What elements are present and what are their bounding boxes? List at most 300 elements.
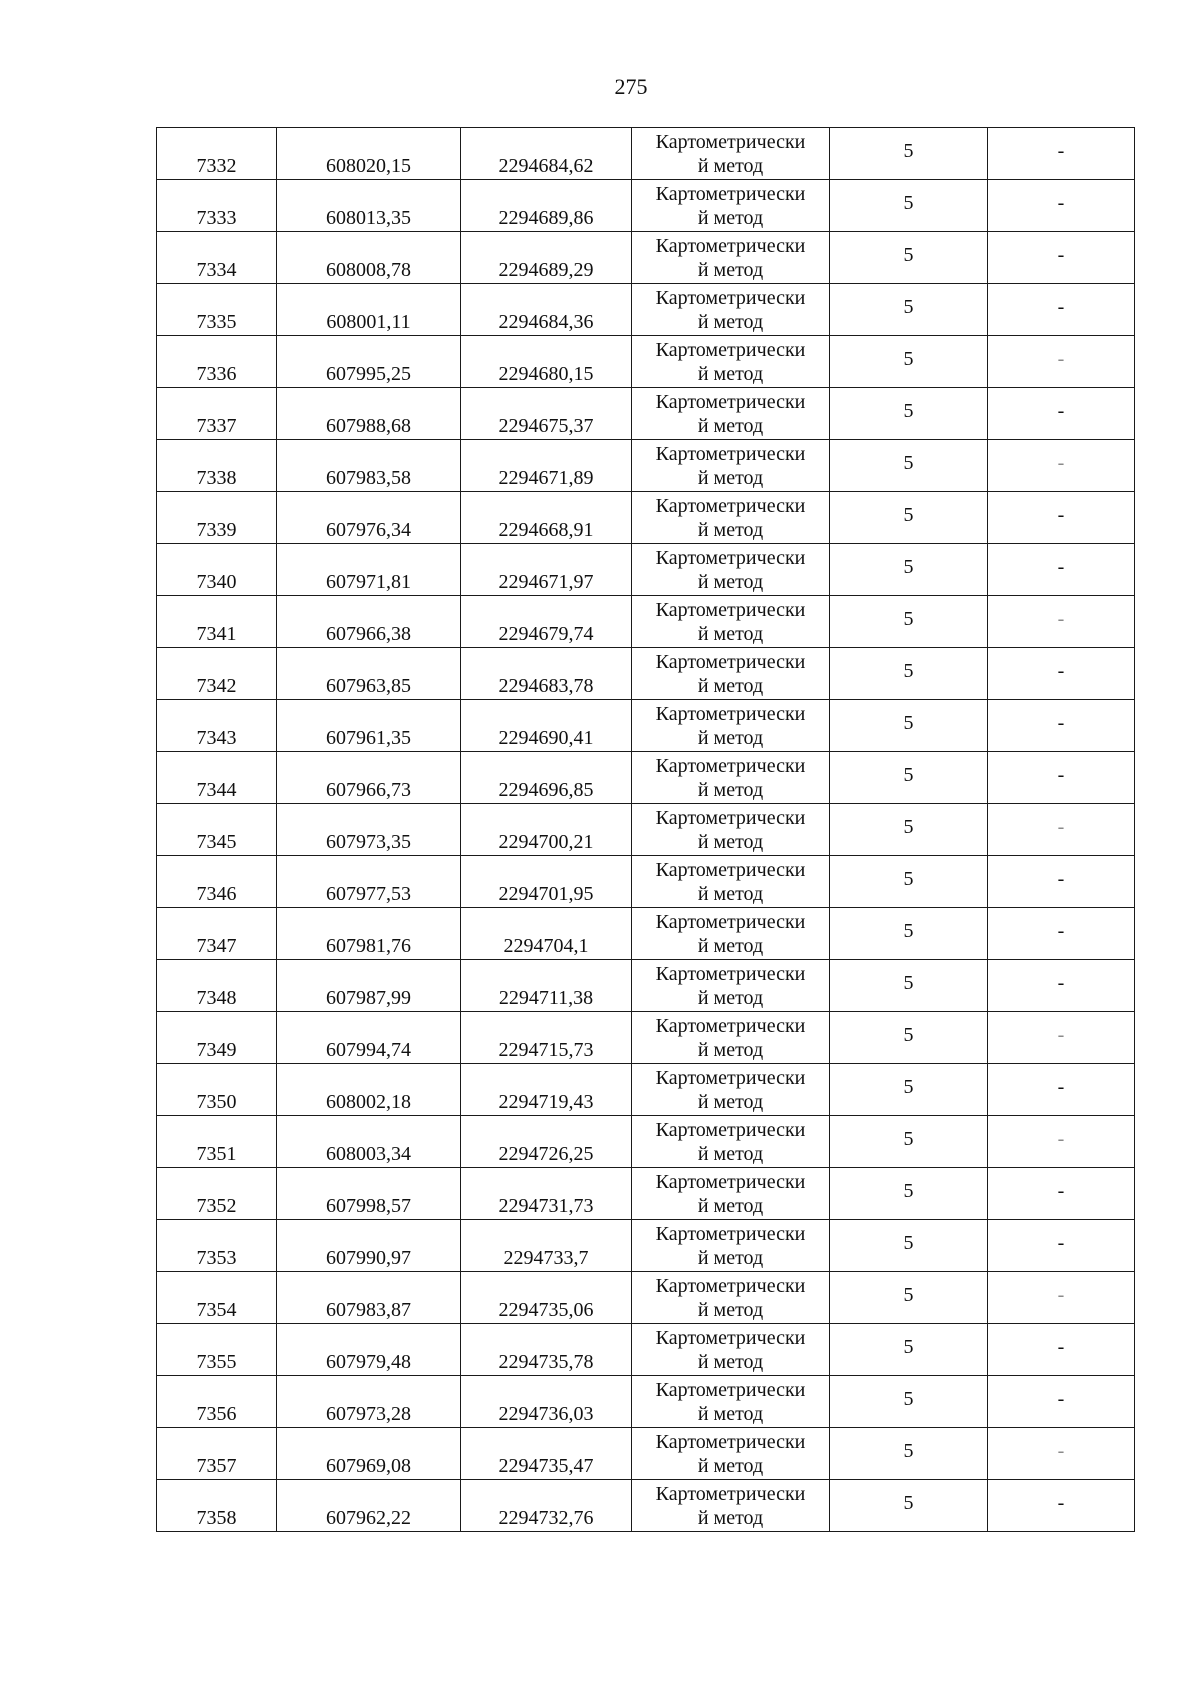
note-value: - bbox=[1057, 1387, 1065, 1410]
y-coordinate: 2294671,89 bbox=[498, 467, 594, 489]
method-text-line1: Картометрически bbox=[655, 1274, 806, 1297]
method-text-line1: Картометрически bbox=[655, 130, 806, 153]
y-coordinate-cell bbox=[461, 388, 632, 440]
point-number-cell bbox=[157, 1012, 277, 1064]
x-coordinate: 607998,57 bbox=[326, 1195, 411, 1217]
method-text-line1: Картометрически bbox=[655, 806, 806, 829]
point-number: 7357 bbox=[196, 1455, 237, 1477]
y-coordinate: 2294735,47 bbox=[498, 1455, 594, 1477]
note-cell bbox=[988, 1480, 1135, 1532]
accuracy-cell bbox=[830, 856, 988, 908]
y-coordinate: 2294701,95 bbox=[498, 883, 594, 905]
point-number: 7337 bbox=[196, 415, 237, 437]
point-number-cell bbox=[157, 128, 277, 180]
note-cell bbox=[988, 960, 1135, 1012]
point-number: 7343 bbox=[196, 727, 237, 749]
y-coordinate: 2294684,62 bbox=[498, 155, 594, 177]
x-coordinate: 607979,48 bbox=[326, 1351, 411, 1373]
accuracy-value: 5 bbox=[903, 1023, 914, 1046]
method-text-line2: й метод bbox=[697, 1246, 764, 1269]
point-number-cell bbox=[157, 492, 277, 544]
method-cell bbox=[632, 856, 830, 908]
x-coordinate-cell bbox=[277, 1272, 461, 1324]
x-coordinate: 607969,08 bbox=[326, 1455, 411, 1477]
y-coordinate: 2294668,91 bbox=[498, 519, 594, 541]
note-value: - bbox=[1057, 607, 1065, 630]
x-coordinate: 607971,81 bbox=[326, 571, 411, 593]
point-number: 7355 bbox=[196, 1351, 237, 1373]
accuracy-cell bbox=[830, 700, 988, 752]
x-coordinate-cell bbox=[277, 492, 461, 544]
note-cell bbox=[988, 284, 1135, 336]
accuracy-value: 5 bbox=[903, 659, 914, 682]
y-coordinate-cell bbox=[461, 128, 632, 180]
method-text-line1: Картометрически bbox=[655, 1430, 806, 1453]
note-value: - bbox=[1057, 971, 1065, 994]
table-row bbox=[157, 1168, 1135, 1220]
note-value: - bbox=[1057, 1491, 1065, 1514]
note-value: - bbox=[1057, 867, 1065, 890]
method-text-line1: Картометрически bbox=[655, 1326, 806, 1349]
method-cell bbox=[632, 1012, 830, 1064]
method-text-line1: Картометрически bbox=[655, 442, 806, 465]
point-number-cell bbox=[157, 960, 277, 1012]
point-number: 7347 bbox=[196, 935, 237, 957]
accuracy-value: 5 bbox=[903, 1231, 914, 1254]
page-number: 275 bbox=[614, 74, 648, 99]
point-number-cell bbox=[157, 1272, 277, 1324]
accuracy-cell bbox=[830, 1272, 988, 1324]
x-coordinate: 607962,22 bbox=[326, 1507, 411, 1529]
accuracy-cell bbox=[830, 752, 988, 804]
point-number-cell bbox=[157, 1116, 277, 1168]
y-coordinate-cell bbox=[461, 232, 632, 284]
x-coordinate: 607973,35 bbox=[326, 831, 411, 853]
accuracy-value: 5 bbox=[903, 191, 914, 214]
method-text-line2: й метод bbox=[697, 1298, 764, 1321]
note-cell bbox=[988, 180, 1135, 232]
point-number-cell bbox=[157, 1480, 277, 1532]
method-cell bbox=[632, 1480, 830, 1532]
note-cell bbox=[988, 492, 1135, 544]
table-row bbox=[157, 752, 1135, 804]
note-cell bbox=[988, 752, 1135, 804]
note-value: - bbox=[1057, 139, 1065, 162]
point-number-cell bbox=[157, 596, 277, 648]
point-number: 7350 bbox=[196, 1091, 237, 1113]
note-cell bbox=[988, 128, 1135, 180]
method-cell bbox=[632, 492, 830, 544]
method-cell bbox=[632, 232, 830, 284]
table-row bbox=[157, 492, 1135, 544]
note-cell bbox=[988, 856, 1135, 908]
method-text-line2: й метод bbox=[697, 726, 764, 749]
note-cell bbox=[988, 648, 1135, 700]
method-text-line2: й метод bbox=[697, 206, 764, 229]
y-coordinate-cell bbox=[461, 180, 632, 232]
note-cell bbox=[988, 1376, 1135, 1428]
method-cell bbox=[632, 440, 830, 492]
method-text-line2: й метод bbox=[697, 518, 764, 541]
method-text-line1: Картометрически bbox=[655, 182, 806, 205]
point-number-cell bbox=[157, 284, 277, 336]
accuracy-value: 5 bbox=[903, 399, 914, 422]
table-row bbox=[157, 1324, 1135, 1376]
x-coordinate: 608001,11 bbox=[326, 311, 411, 333]
point-number-cell bbox=[157, 1220, 277, 1272]
method-text-line1: Картометрически bbox=[655, 1118, 806, 1141]
x-coordinate: 608002,18 bbox=[326, 1091, 411, 1113]
accuracy-cell bbox=[830, 492, 988, 544]
method-text-line1: Картометрически bbox=[655, 754, 806, 777]
method-text-line2: й метод bbox=[697, 1506, 764, 1529]
point-number: 7352 bbox=[196, 1195, 237, 1217]
x-coordinate-cell bbox=[277, 1324, 461, 1376]
x-coordinate: 607966,73 bbox=[326, 779, 411, 801]
note-value: - bbox=[1057, 243, 1065, 266]
x-coordinate: 607961,35 bbox=[326, 727, 411, 749]
x-coordinate: 607983,87 bbox=[326, 1299, 411, 1321]
point-number: 7353 bbox=[196, 1247, 237, 1269]
point-number-cell bbox=[157, 752, 277, 804]
x-coordinate-cell bbox=[277, 596, 461, 648]
point-number-cell bbox=[157, 1428, 277, 1480]
table-row bbox=[157, 700, 1135, 752]
method-text-line1: Картометрически bbox=[655, 1066, 806, 1089]
x-coordinate: 607973,28 bbox=[326, 1403, 411, 1425]
x-coordinate-cell bbox=[277, 960, 461, 1012]
accuracy-cell bbox=[830, 1220, 988, 1272]
coordinates-table bbox=[156, 127, 1135, 1532]
accuracy-cell bbox=[830, 232, 988, 284]
accuracy-value: 5 bbox=[903, 1179, 914, 1202]
accuracy-cell bbox=[830, 440, 988, 492]
x-coordinate: 608003,34 bbox=[326, 1143, 411, 1165]
note-cell bbox=[988, 1116, 1135, 1168]
method-text-line1: Картометрически bbox=[655, 1222, 806, 1245]
table-row bbox=[157, 128, 1135, 180]
note-cell bbox=[988, 700, 1135, 752]
note-cell bbox=[988, 804, 1135, 856]
note-cell bbox=[988, 544, 1135, 596]
note-value: - bbox=[1057, 763, 1065, 786]
y-coordinate: 2294700,21 bbox=[498, 831, 594, 853]
y-coordinate-cell bbox=[461, 1064, 632, 1116]
y-coordinate-cell bbox=[461, 284, 632, 336]
point-number-cell bbox=[157, 440, 277, 492]
x-coordinate-cell bbox=[277, 544, 461, 596]
y-coordinate: 2294684,36 bbox=[498, 311, 594, 333]
method-text-line1: Картометрически bbox=[655, 598, 806, 621]
method-text-line2: й метод bbox=[697, 778, 764, 801]
accuracy-value: 5 bbox=[903, 243, 914, 266]
accuracy-value: 5 bbox=[903, 763, 914, 786]
y-coordinate: 2294732,76 bbox=[498, 1507, 594, 1529]
y-coordinate: 2294735,06 bbox=[498, 1299, 594, 1321]
point-number: 7332 bbox=[196, 155, 237, 177]
table-row bbox=[157, 1428, 1135, 1480]
method-text-line2: й метод bbox=[697, 258, 764, 281]
accuracy-cell bbox=[830, 1064, 988, 1116]
point-number: 7346 bbox=[196, 883, 237, 905]
y-coordinate: 2294689,86 bbox=[498, 207, 594, 229]
method-text-line2: й метод bbox=[697, 570, 764, 593]
x-coordinate: 607963,85 bbox=[326, 675, 411, 697]
y-coordinate: 2294735,78 bbox=[498, 1351, 594, 1373]
method-text-line2: й метод bbox=[697, 1038, 764, 1061]
note-value: - bbox=[1057, 1127, 1065, 1150]
method-text-line1: Картометрически bbox=[655, 858, 806, 881]
method-text-line2: й метод bbox=[697, 1194, 764, 1217]
accuracy-cell bbox=[830, 1168, 988, 1220]
accuracy-cell bbox=[830, 960, 988, 1012]
accuracy-value: 5 bbox=[903, 1127, 914, 1150]
method-text-line2: й метод bbox=[697, 830, 764, 853]
note-value: - bbox=[1057, 191, 1065, 214]
method-cell bbox=[632, 1376, 830, 1428]
method-text-line1: Картометрически bbox=[655, 1378, 806, 1401]
method-cell bbox=[632, 596, 830, 648]
accuracy-value: 5 bbox=[903, 295, 914, 318]
y-coordinate-cell bbox=[461, 1116, 632, 1168]
y-coordinate: 2294715,73 bbox=[498, 1039, 594, 1061]
accuracy-cell bbox=[830, 1012, 988, 1064]
x-coordinate-cell bbox=[277, 1012, 461, 1064]
x-coordinate-cell bbox=[277, 752, 461, 804]
x-coordinate-cell bbox=[277, 856, 461, 908]
table-row bbox=[157, 804, 1135, 856]
accuracy-value: 5 bbox=[903, 711, 914, 734]
point-number: 7335 bbox=[196, 311, 237, 333]
table-row bbox=[157, 1012, 1135, 1064]
table-row bbox=[157, 440, 1135, 492]
table-row bbox=[157, 1376, 1135, 1428]
accuracy-value: 5 bbox=[903, 607, 914, 630]
method-text-line2: й метод bbox=[697, 310, 764, 333]
y-coordinate: 2294711,38 bbox=[498, 987, 594, 1009]
note-value: - bbox=[1057, 399, 1065, 422]
method-text-line1: Картометрически bbox=[655, 546, 806, 569]
method-text-line2: й метод bbox=[697, 414, 764, 437]
point-number: 7358 bbox=[196, 1507, 237, 1529]
method-text-line1: Картометрически bbox=[655, 1482, 806, 1505]
note-cell bbox=[988, 232, 1135, 284]
method-text-line1: Картометрически bbox=[655, 286, 806, 309]
point-number-cell bbox=[157, 1168, 277, 1220]
method-text-line1: Картометрически bbox=[655, 494, 806, 517]
x-coordinate: 607977,53 bbox=[326, 883, 411, 905]
point-number: 7334 bbox=[196, 259, 237, 281]
x-coordinate: 607987,99 bbox=[326, 987, 411, 1009]
method-text-line2: й метод bbox=[697, 934, 764, 957]
note-cell bbox=[988, 336, 1135, 388]
x-coordinate-cell bbox=[277, 804, 461, 856]
coordinates-table-body bbox=[157, 128, 1135, 1532]
point-number: 7348 bbox=[196, 987, 237, 1009]
y-coordinate-cell bbox=[461, 1428, 632, 1480]
x-coordinate-cell bbox=[277, 440, 461, 492]
note-value: - bbox=[1057, 1283, 1065, 1306]
method-text-line2: й метод bbox=[697, 674, 764, 697]
note-value: - bbox=[1057, 659, 1065, 682]
method-text-line2: й метод bbox=[697, 466, 764, 489]
x-coordinate-cell bbox=[277, 180, 461, 232]
method-text-line2: й метод bbox=[697, 986, 764, 1009]
x-coordinate-cell bbox=[277, 1220, 461, 1272]
x-coordinate-cell bbox=[277, 908, 461, 960]
x-coordinate-cell bbox=[277, 128, 461, 180]
note-cell bbox=[988, 1272, 1135, 1324]
x-coordinate-cell bbox=[277, 700, 461, 752]
y-coordinate-cell bbox=[461, 908, 632, 960]
note-cell bbox=[988, 1012, 1135, 1064]
x-coordinate: 608013,35 bbox=[326, 207, 411, 229]
accuracy-cell bbox=[830, 804, 988, 856]
point-number-cell bbox=[157, 544, 277, 596]
method-cell bbox=[632, 804, 830, 856]
y-coordinate: 2294680,15 bbox=[498, 363, 594, 385]
accuracy-cell bbox=[830, 1376, 988, 1428]
point-number: 7338 bbox=[196, 467, 237, 489]
note-value: - bbox=[1057, 919, 1065, 942]
point-number-cell bbox=[157, 1324, 277, 1376]
method-text-line1: Картометрически bbox=[655, 234, 806, 257]
method-cell bbox=[632, 1064, 830, 1116]
x-coordinate-cell bbox=[277, 1428, 461, 1480]
y-coordinate-cell bbox=[461, 1220, 632, 1272]
note-cell bbox=[988, 1220, 1135, 1272]
table-row bbox=[157, 856, 1135, 908]
method-text-line2: й метод bbox=[697, 1402, 764, 1425]
note-cell bbox=[988, 1324, 1135, 1376]
method-text-line1: Картометрически bbox=[655, 910, 806, 933]
y-coordinate: 2294733,7 bbox=[503, 1247, 589, 1269]
note-cell bbox=[988, 1064, 1135, 1116]
y-coordinate: 2294704,1 bbox=[503, 935, 589, 957]
table-row bbox=[157, 336, 1135, 388]
y-coordinate: 2294675,37 bbox=[498, 415, 594, 437]
note-value: - bbox=[1057, 1231, 1065, 1254]
y-coordinate: 2294731,73 bbox=[498, 1195, 594, 1217]
accuracy-value: 5 bbox=[903, 1439, 914, 1462]
y-coordinate-cell bbox=[461, 1376, 632, 1428]
table-row bbox=[157, 544, 1135, 596]
method-cell bbox=[632, 752, 830, 804]
accuracy-value: 5 bbox=[903, 503, 914, 526]
method-cell bbox=[632, 1272, 830, 1324]
point-number-cell bbox=[157, 648, 277, 700]
method-cell bbox=[632, 1428, 830, 1480]
y-coordinate-cell bbox=[461, 544, 632, 596]
method-cell bbox=[632, 960, 830, 1012]
note-value: - bbox=[1057, 555, 1065, 578]
accuracy-cell bbox=[830, 1324, 988, 1376]
y-coordinate: 2294683,78 bbox=[498, 675, 594, 697]
y-coordinate: 2294690,41 bbox=[498, 727, 594, 749]
accuracy-cell bbox=[830, 336, 988, 388]
note-cell bbox=[988, 388, 1135, 440]
accuracy-value: 5 bbox=[903, 1387, 914, 1410]
method-text-line2: й метод bbox=[697, 362, 764, 385]
point-number-cell bbox=[157, 856, 277, 908]
point-number-cell bbox=[157, 180, 277, 232]
note-value: - bbox=[1057, 1179, 1065, 1202]
table-row bbox=[157, 960, 1135, 1012]
note-value: - bbox=[1057, 347, 1065, 370]
point-number: 7354 bbox=[196, 1299, 237, 1321]
method-text-line2: й метод bbox=[697, 1350, 764, 1373]
point-number-cell bbox=[157, 232, 277, 284]
point-number: 7342 bbox=[196, 675, 237, 697]
method-text-line1: Картометрически bbox=[655, 702, 806, 725]
x-coordinate: 607976,34 bbox=[326, 519, 411, 541]
y-coordinate-cell bbox=[461, 1324, 632, 1376]
accuracy-value: 5 bbox=[903, 139, 914, 162]
accuracy-value: 5 bbox=[903, 1283, 914, 1306]
accuracy-value: 5 bbox=[903, 867, 914, 890]
x-coordinate-cell bbox=[277, 336, 461, 388]
note-value: - bbox=[1057, 711, 1065, 734]
x-coordinate: 607994,74 bbox=[326, 1039, 411, 1061]
x-coordinate-cell bbox=[277, 284, 461, 336]
table-row bbox=[157, 232, 1135, 284]
method-text-line1: Картометрически bbox=[655, 1170, 806, 1193]
method-text-line1: Картометрически bbox=[655, 962, 806, 985]
point-number: 7349 bbox=[196, 1039, 237, 1061]
y-coordinate-cell bbox=[461, 856, 632, 908]
note-cell bbox=[988, 1428, 1135, 1480]
method-text-line2: й метод bbox=[697, 154, 764, 177]
method-cell bbox=[632, 1116, 830, 1168]
y-coordinate-cell bbox=[461, 752, 632, 804]
point-number: 7341 bbox=[196, 623, 237, 645]
x-coordinate-cell bbox=[277, 1168, 461, 1220]
method-text-line2: й метод bbox=[697, 1142, 764, 1165]
y-coordinate-cell bbox=[461, 960, 632, 1012]
table-row bbox=[157, 284, 1135, 336]
method-cell bbox=[632, 180, 830, 232]
method-text-line1: Картометрически bbox=[655, 1014, 806, 1037]
method-cell bbox=[632, 128, 830, 180]
accuracy-value: 5 bbox=[903, 919, 914, 942]
point-number: 7344 bbox=[196, 779, 237, 801]
accuracy-cell bbox=[830, 284, 988, 336]
point-number-cell bbox=[157, 804, 277, 856]
x-coordinate-cell bbox=[277, 1480, 461, 1532]
accuracy-value: 5 bbox=[903, 555, 914, 578]
y-coordinate-cell bbox=[461, 648, 632, 700]
method-cell bbox=[632, 1168, 830, 1220]
accuracy-cell bbox=[830, 596, 988, 648]
table-row bbox=[157, 1220, 1135, 1272]
accuracy-cell bbox=[830, 1428, 988, 1480]
point-number: 7356 bbox=[196, 1403, 237, 1425]
accuracy-cell bbox=[830, 128, 988, 180]
x-coordinate: 607995,25 bbox=[326, 363, 411, 385]
table-row bbox=[157, 596, 1135, 648]
y-coordinate: 2294719,43 bbox=[498, 1091, 594, 1113]
table-row bbox=[157, 1116, 1135, 1168]
method-cell bbox=[632, 1324, 830, 1376]
accuracy-cell bbox=[830, 180, 988, 232]
x-coordinate: 607981,76 bbox=[326, 935, 411, 957]
point-number-cell bbox=[157, 1376, 277, 1428]
x-coordinate-cell bbox=[277, 648, 461, 700]
x-coordinate: 607990,97 bbox=[326, 1247, 411, 1269]
table-row bbox=[157, 388, 1135, 440]
x-coordinate: 608008,78 bbox=[326, 259, 411, 281]
x-coordinate-cell bbox=[277, 1116, 461, 1168]
